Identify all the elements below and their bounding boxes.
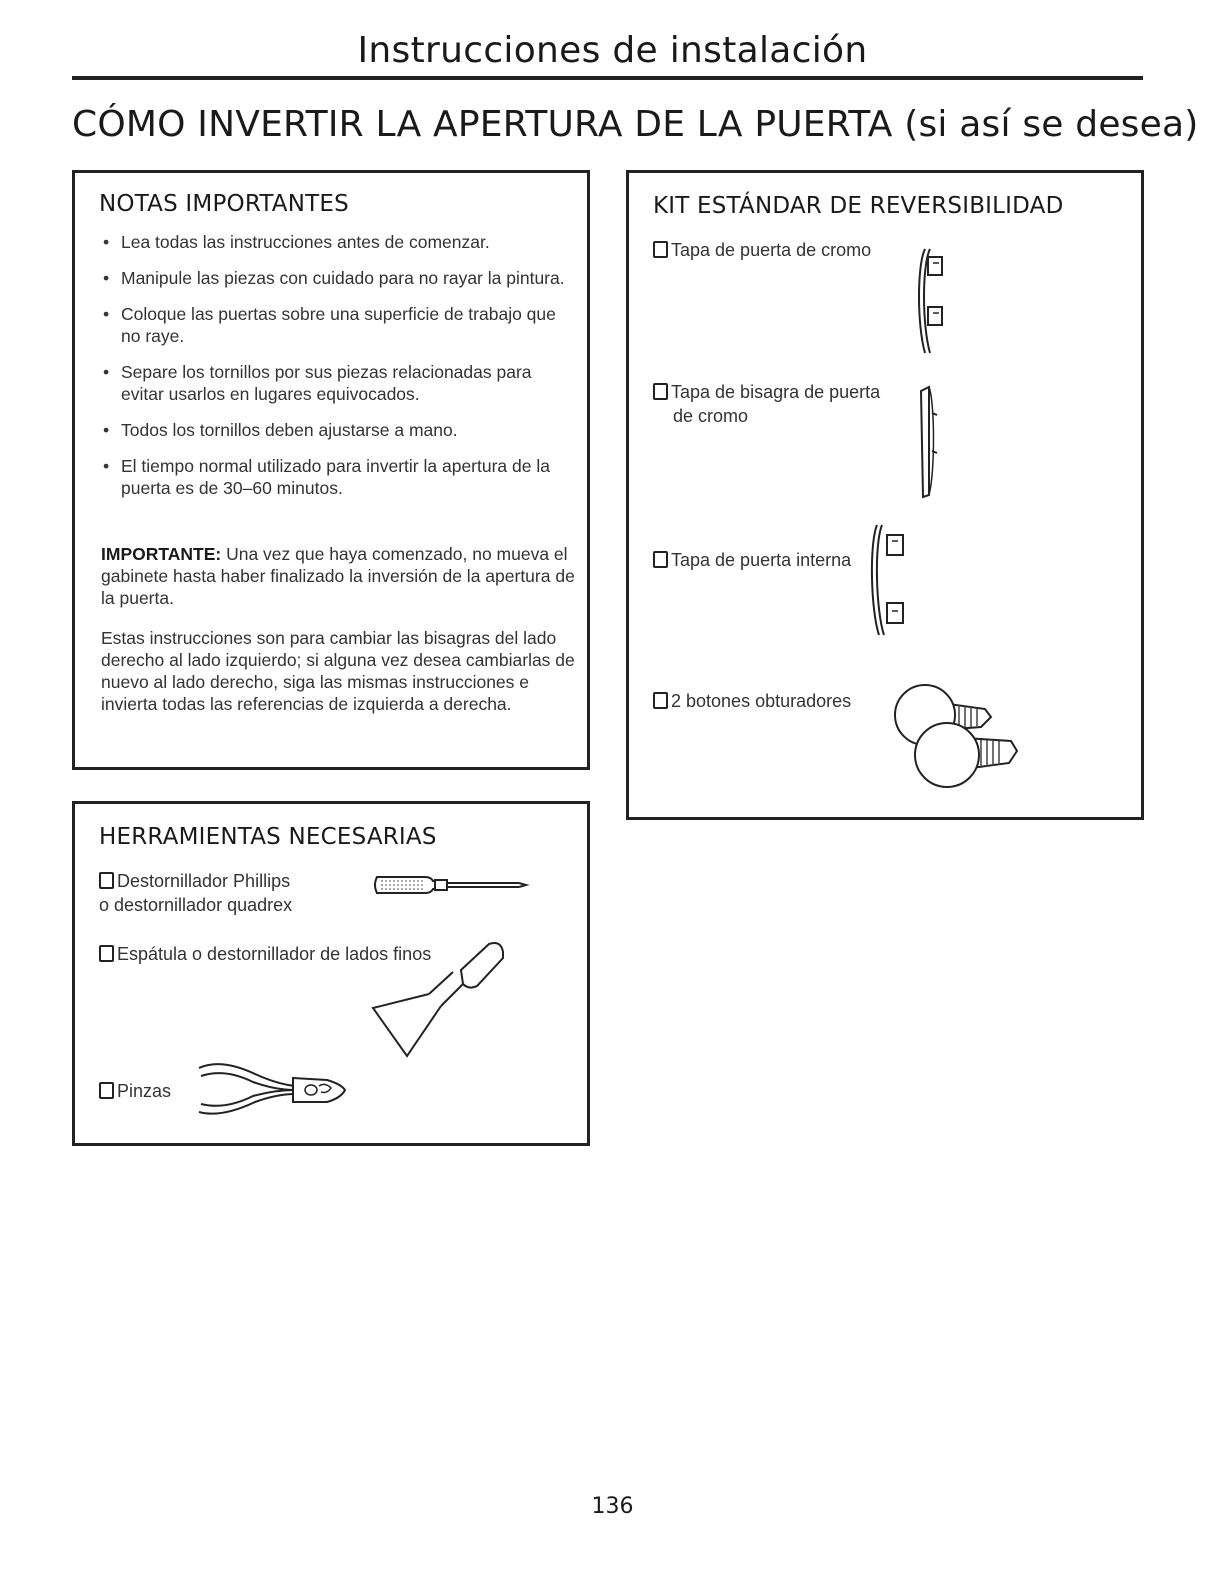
checkbox-icon [653,692,668,709]
kit-item-inner-door-cap [653,549,851,571]
tool-item-screwdriver [99,870,290,892]
kit-item-label-line2: de cromo [673,406,749,426]
important-notes-title: NOTAS IMPORTANTES [99,191,349,217]
pliers-icon [191,1056,351,1122]
important-label: IMPORTANTE: [101,544,222,564]
kit-item-plug-buttons [653,690,851,712]
important-text: Una vez que haya comenzado, no mueva el gabinete hasta haber finalizado la inversión de la apertura de la puerta. [101,544,575,608]
list-item: • Separe los tornillos por sus piezas relacionadas para evitar usarlos en lugares equivocados. [99,361,579,405]
plug-buttons-icon [887,679,1021,799]
putty-knife-icon [367,936,507,1060]
kit-item-label: Tapa de puerta interna [671,550,852,570]
checkbox-icon [99,945,114,962]
main-title: CÓMO INVERTIR LA APERTURA DE LA PUERTA (si así se desea) [72,104,1199,145]
kit-item-label: Tapa de bisagra de puerta [671,382,881,402]
list-item: • Todos los tornillos deben ajustarse a mano. [99,419,579,441]
kit-item-chrome-hinge-cap [653,381,880,403]
page-header-title: Instrucciones de instalación [357,30,868,71]
kit-item-label: Tapa de puerta de cromo [671,240,872,260]
tool-item-label: Espátula o destornillador de lados finos [117,944,432,964]
kit-item-chrome-door-cap [653,239,871,261]
kit-item-label: 2 botones obturadores [671,691,852,711]
important-notes-box [72,170,590,770]
checkbox-icon [653,383,668,400]
important-notes-list [99,231,579,513]
checkbox-icon [653,241,668,258]
checkbox-icon [99,872,114,889]
reversibility-kit-box [626,170,1144,820]
list-item: • Manipule las piezas con cuidado para no rayar la pintura. [99,267,579,289]
tools-needed-box [72,801,590,1146]
chrome-hinge-cap-icon [915,383,945,499]
checkbox-icon [99,1082,114,1099]
chrome-door-cap-icon [911,245,951,357]
important-warning [101,543,576,609]
tool-item-label: Destornillador Phillips [117,871,291,891]
inner-door-cap-icon [869,521,913,639]
tool-item-pliers [99,1080,171,1102]
list-item: • Coloque las puertas sobre una superficie de trabajo que no raye. [99,303,579,347]
checkbox-icon [653,551,668,568]
screwdriver-icon [373,872,529,898]
list-item: • El tiempo normal utilizado para invertir la apertura de la puerta es de 30–60 minutos. [99,455,579,499]
tools-title: HERRAMIENTAS NECESARIAS [99,824,437,850]
kit-title: KIT ESTÁNDAR DE REVERSIBILIDAD [653,193,1064,219]
header-divider [72,76,1143,80]
page-number: 136 [591,1494,634,1519]
closing-instructions: Estas instrucciones son para cambiar las bisagras del lado derecho al lado izquierdo; si alguna vez desea cambiarlas de nuevo al lado derecho, siga las mismas instrucciones e invierta todas las referencias de izquierda a derecha. [101,628,575,714]
tool-item-label-line2: o destornillador quadrex [99,895,293,915]
list-item: • Lea todas las instrucciones antes de comenzar. [99,231,579,253]
tool-item-label: Pinzas [117,1081,172,1101]
